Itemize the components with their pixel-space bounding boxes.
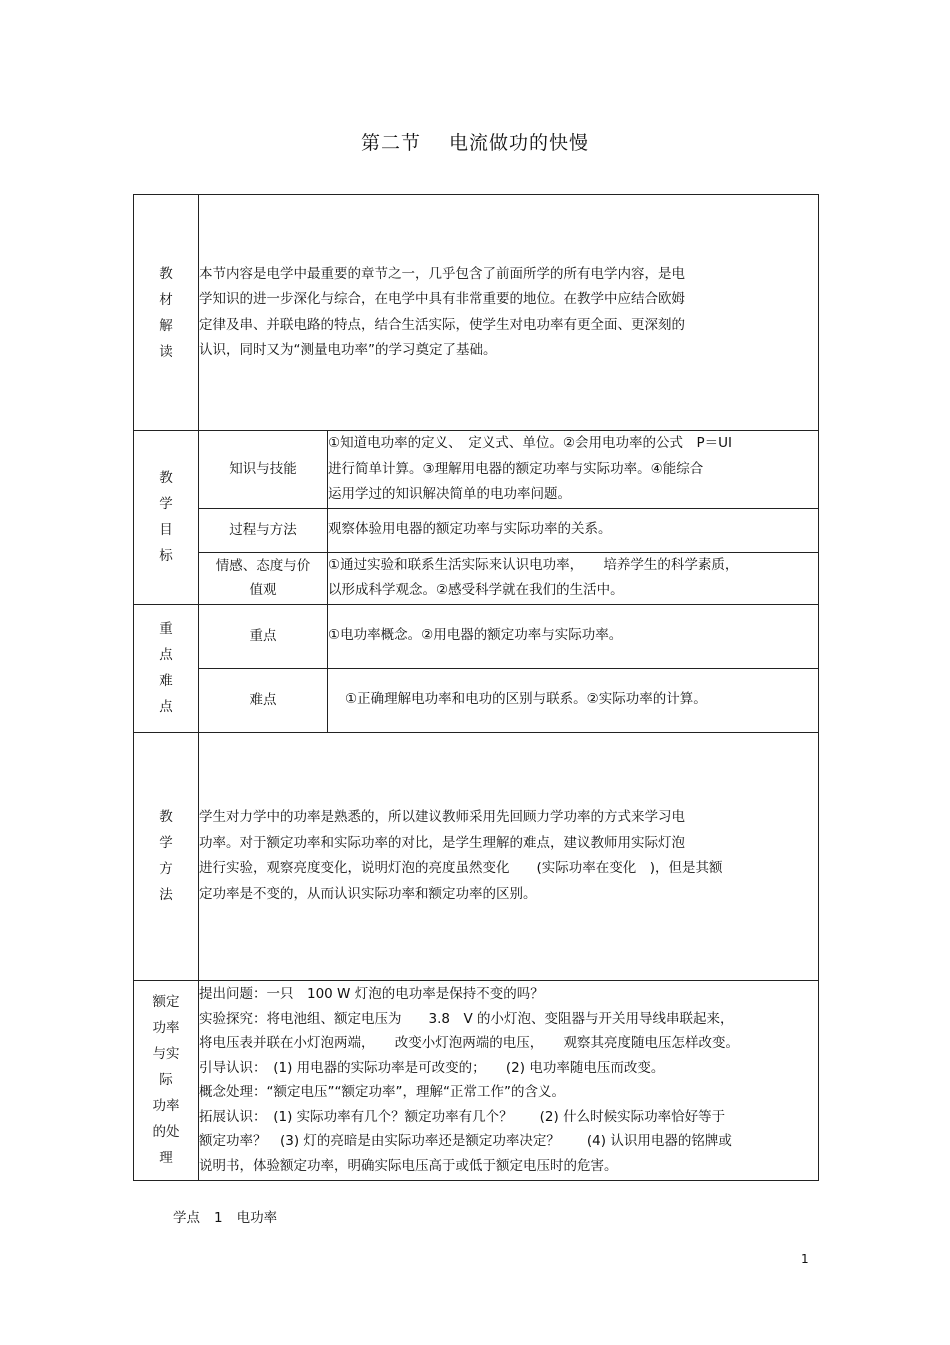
- sublabel-knowledge: 知识与技能: [199, 431, 328, 509]
- section-number: 第二节: [360, 132, 421, 154]
- row-difficult-point: [134, 668, 819, 732]
- label-rated: 额定 功率 与实 际 功率 的处 理: [134, 980, 199, 1180]
- page-title: [0, 128, 950, 155]
- lesson-plan-table: [133, 194, 819, 1181]
- section-name: 电流做功的快慢: [449, 132, 590, 154]
- page-number: 1: [801, 1252, 809, 1266]
- label-goals: 教 学 目 标: [134, 431, 199, 605]
- study-point-heading: 学点 1 电功率: [173, 1210, 278, 1226]
- key-content: ①电功率概念。②用电器的额定功率与实际功率。: [328, 604, 819, 668]
- row-method: [134, 732, 819, 980]
- material-content: 本节内容是电学中最重要的章节之一，几乎包含了前面所学的所有电学内容，是电 学知识的进一步深化与综合，在电学中具有非常重要的地位。在教学中应结合欧姆 定律及串、并联电路的特点，结合生活实际，使学生对电功率有更全面、更深刻的 认识，同时又为“测量电功率”的学习奠定了基础。: [199, 195, 819, 431]
- row-key-point: [134, 604, 819, 668]
- row-goals-process: [134, 508, 819, 552]
- sublabel-process: 过程与方法: [199, 508, 328, 552]
- label-method: 教 学 方 法: [134, 732, 199, 980]
- rated-content: 提出问题：一只 100 W 灯泡的电功率是保持不变的吗？ 实验探究：将电池组、额定电压为 3.8 V 的小灯泡、变阻器与开关用导线串联起来， 将电压表并联在小灯泡两端， 改变小灯泡两端的电压， 观察其亮度随电压怎样改变。 引导认识： (1) 用电器的实际功率是可改变的； (2) 电功率随电压而改变。 概念处理：“额定电压”“额定功率”，理解“正常工作”的含义。 拓展认识： (1) 实际功率有几个？额定功率有几个？ (2) 什么时候实际功率恰好等于 额定功率？ (3) 灯的亮暗是由实际功率还是额定功率决定？ (4) 认识用电器的铭牌或 说明书，体验额定功率，明确实际电压高于或低于额定电压时的危害。: [199, 980, 819, 1180]
- difficult-content: ①正确理解电功率和电功的区别与联系。②实际功率的计算。: [328, 668, 819, 732]
- knowledge-content: ①知道电功率的定义、 定义式、单位。②会用电功率的公式 P＝UI 进行简单计算。③理解用电器的额定功率与实际功率。④能综合 运用学过的知识解决简单的电功率问题。: [328, 431, 819, 509]
- label-key: 重 点 难 点: [134, 604, 199, 732]
- process-content: 观察体验用电器的额定功率与实际功率的关系。: [328, 508, 819, 552]
- sublabel-key: 重点: [199, 604, 328, 668]
- sublabel-difficult: 难点: [199, 668, 328, 732]
- row-goals-knowledge: [134, 431, 819, 509]
- row-material: [134, 195, 819, 431]
- label-material: 教 材 解 读: [134, 195, 199, 431]
- sublabel-attitude: 情感、态度与价 值观: [199, 552, 328, 604]
- row-rated-power: [134, 980, 819, 1180]
- attitude-content: ①通过实验和联系生活实际来认识电功率， 培养学生的科学素质， 以形成科学观念。②感受科学就在我们的生活中。: [328, 552, 819, 604]
- row-goals-attitude: [134, 552, 819, 604]
- method-content: 学生对力学中的功率是熟悉的，所以建议教师采用先回顾力学功率的方式来学习电 功率。对于额定功率和实际功率的对比，是学生理解的难点，建议教师用实际灯泡 进行实验，观察亮度变化，说明灯泡的亮度虽然变化 (实际功率在变化 )，但是其额 定功率是不变的，从而认识实际功率和额定功率的区别。: [199, 732, 819, 980]
